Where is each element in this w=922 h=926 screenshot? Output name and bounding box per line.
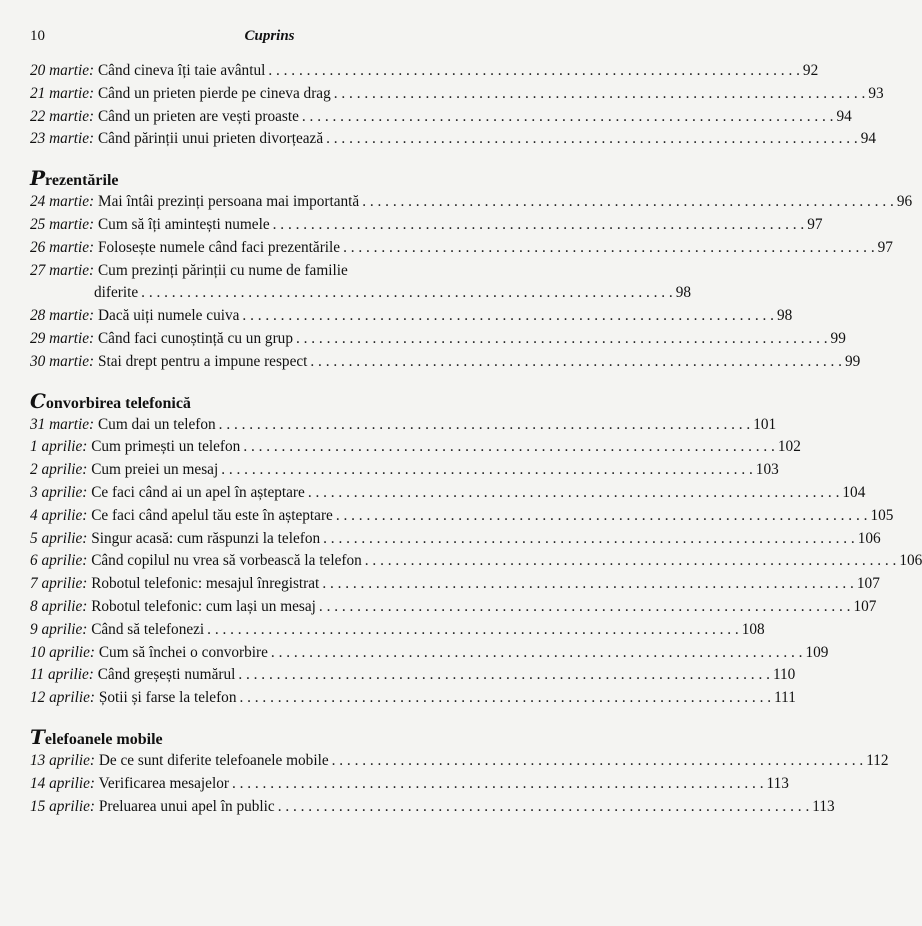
toc-entry-line bbox=[30, 414, 777, 437]
leader-dots bbox=[240, 436, 778, 459]
toc-entry-text bbox=[30, 796, 275, 819]
toc-entry-date: 8 aprilie: bbox=[30, 597, 88, 615]
toc-entry-title: Cum preiei un mesaj bbox=[91, 461, 219, 479]
leader-dots bbox=[239, 305, 777, 328]
toc-entry-date: 9 aprilie: bbox=[30, 620, 88, 638]
toc-entry[interactable] bbox=[30, 505, 894, 528]
toc-entry-text bbox=[30, 191, 359, 214]
toc-entry-date: 14 aprilie: bbox=[30, 774, 96, 792]
toc-entry[interactable] bbox=[30, 305, 793, 328]
table-of-contents bbox=[30, 60, 922, 818]
toc-entry-date: 31 martie: bbox=[30, 415, 95, 433]
section-title-rest: elefoanele mobile bbox=[44, 730, 163, 748]
toc-entry[interactable] bbox=[30, 128, 876, 151]
toc-entry-line bbox=[30, 83, 884, 106]
toc-entry-date: 15 aprilie: bbox=[30, 797, 96, 815]
toc-entry-title: Preluarea unui apel în public bbox=[98, 797, 275, 815]
toc-entry-date: 21 martie: bbox=[30, 84, 95, 102]
toc-entry[interactable] bbox=[30, 237, 893, 260]
toc-entry-page: 113 bbox=[766, 774, 789, 792]
toc-entry-title: Stai drept pentru a impune respect bbox=[97, 352, 308, 370]
toc-entry-line bbox=[30, 351, 861, 374]
toc-entry-page: 94 bbox=[860, 130, 876, 148]
toc-entry-line bbox=[30, 664, 796, 687]
toc-entry-title: Robotul telefonic: cum lași un mesaj bbox=[91, 597, 316, 615]
toc-entry-text bbox=[30, 106, 299, 129]
toc-entry-line bbox=[30, 750, 889, 773]
section-initial: C bbox=[30, 388, 46, 413]
section-title-rest: onvorbirea telefonică bbox=[45, 394, 191, 412]
toc-entry[interactable] bbox=[30, 573, 880, 596]
toc-entry-page: 94 bbox=[836, 107, 852, 125]
toc-entry-date: 4 aprilie: bbox=[30, 506, 88, 524]
toc-entry-text bbox=[30, 550, 362, 573]
toc-entry[interactable] bbox=[30, 596, 877, 619]
toc-entry[interactable] bbox=[30, 436, 801, 459]
leader-dots bbox=[331, 83, 869, 106]
leader-dots bbox=[362, 550, 900, 573]
toc-entry-date: 20 martie: bbox=[30, 62, 95, 79]
toc-entry-first-line bbox=[30, 260, 516, 283]
leader-dots bbox=[236, 687, 774, 710]
toc-entry-date: 3 aprilie: bbox=[30, 483, 88, 501]
toc-entry-page: 102 bbox=[777, 438, 801, 456]
toc-entry-date: 25 martie: bbox=[30, 215, 95, 233]
leader-dots bbox=[268, 642, 806, 665]
toc-entry-page: 93 bbox=[868, 84, 884, 102]
toc-entry[interactable] bbox=[30, 642, 829, 665]
toc-entry-title: Când copilul nu vrea să vorbească la telefon bbox=[91, 552, 362, 570]
toc-entry[interactable] bbox=[30, 60, 819, 83]
toc-entry-page: 96 bbox=[896, 193, 913, 211]
toc-entry-page: 97 bbox=[877, 238, 893, 256]
toc-group bbox=[30, 750, 889, 818]
section-heading bbox=[30, 388, 516, 414]
toc-entry-text bbox=[30, 351, 307, 374]
toc-entry-text bbox=[30, 750, 329, 773]
toc-entry-line bbox=[30, 796, 835, 819]
toc-entry-text bbox=[30, 528, 320, 551]
leader-dots bbox=[320, 528, 858, 551]
toc-entry-text bbox=[30, 459, 218, 482]
toc-entry-page: 98 bbox=[675, 284, 692, 302]
toc-entry-line bbox=[30, 505, 894, 528]
leader-dots bbox=[293, 328, 831, 351]
toc-entry-page: 104 bbox=[842, 483, 866, 501]
leader-dots bbox=[340, 237, 878, 260]
toc-entry-date: 24 martie: bbox=[30, 193, 95, 211]
toc-entry-page: 106 bbox=[899, 552, 922, 570]
toc-entry-page: 97 bbox=[807, 215, 823, 233]
toc-entry-line bbox=[30, 459, 779, 482]
toc-entry-line bbox=[30, 482, 866, 505]
toc-entry[interactable] bbox=[30, 550, 922, 573]
page-header bbox=[30, 28, 509, 48]
toc-entry-title: Când greșești numărul bbox=[97, 666, 236, 684]
toc-entry[interactable] bbox=[30, 619, 765, 642]
leader-dots bbox=[218, 459, 756, 482]
leader-dots bbox=[307, 351, 845, 374]
leader-dots bbox=[216, 414, 754, 437]
toc-entry-date: 6 aprilie: bbox=[30, 552, 88, 570]
toc-entry-date: 7 aprilie: bbox=[30, 575, 88, 593]
toc-entry-date: 29 martie: bbox=[30, 329, 95, 347]
toc-entry-line bbox=[30, 642, 829, 665]
toc-entry-text bbox=[30, 237, 340, 260]
toc-entry-page: 107 bbox=[856, 575, 880, 593]
toc-entry-date: 26 martie: bbox=[30, 238, 95, 256]
toc-entry-line bbox=[30, 528, 881, 551]
toc-entry-title: Verificarea mesajelor bbox=[98, 774, 229, 792]
toc-entry-title: Cum dai un telefon bbox=[97, 415, 216, 433]
leader-dots bbox=[299, 106, 837, 129]
toc-entry-title: Cum să închei o convorbire bbox=[98, 643, 268, 661]
toc-entry-title: Folosește numele când faci prezentările bbox=[97, 238, 341, 256]
toc-entry-line bbox=[30, 305, 793, 328]
toc-entry-line bbox=[30, 436, 801, 459]
toc-entry-title: Robotul telefonic: mesajul înregistrat bbox=[91, 575, 320, 593]
toc-entry-title: Când să telefonezi bbox=[91, 620, 205, 638]
toc-entry-date: 23 martie: bbox=[30, 130, 95, 148]
toc-entry-date: 2 aprilie: bbox=[30, 461, 88, 479]
toc-group bbox=[30, 414, 922, 710]
leader-dots bbox=[329, 750, 867, 773]
toc-entry-page: 108 bbox=[741, 620, 765, 638]
toc-entry-title: Mai întâi prezinți persoana mai importantă bbox=[97, 193, 360, 211]
leader-dots bbox=[359, 191, 897, 214]
leader-dots bbox=[323, 128, 861, 151]
toc-entry-title: Dacă uiți numele cuiva bbox=[97, 307, 240, 325]
leader-dots bbox=[204, 619, 742, 642]
toc-group bbox=[30, 191, 913, 373]
toc-entry[interactable] bbox=[30, 214, 823, 237]
toc-entry-text bbox=[30, 128, 323, 151]
toc-entry-continuation bbox=[30, 282, 692, 305]
toc-entry[interactable] bbox=[30, 351, 861, 374]
leader-dots bbox=[333, 505, 871, 528]
toc-entry-title: Cum primești un telefon bbox=[91, 438, 241, 456]
toc-entry-text bbox=[30, 214, 270, 237]
toc-entry-title: Ce faci când apelul tău este în așteptare bbox=[91, 506, 333, 524]
toc-entry-text bbox=[30, 83, 331, 106]
section-heading bbox=[30, 724, 516, 750]
toc-entry-line bbox=[30, 191, 913, 214]
toc-entry[interactable] bbox=[30, 773, 789, 796]
toc-entry-page: 109 bbox=[805, 643, 829, 661]
toc-entry-title: Singur acasă: cum răspunzi la telefon bbox=[91, 529, 321, 547]
toc-entry-page: 113 bbox=[812, 797, 835, 815]
toc-entry-title-continued: diferite bbox=[94, 284, 139, 302]
toc-entry-date: 1 aprilie: bbox=[30, 438, 88, 456]
toc-entry-title: Cum prezinți părinții cu nume de familie bbox=[97, 261, 348, 279]
toc-entry-title: Când cineva îți taie avântul bbox=[97, 62, 266, 79]
toc-entry-page: 92 bbox=[802, 62, 819, 79]
toc-entry-line bbox=[30, 619, 765, 642]
toc-entry-text bbox=[30, 664, 235, 687]
leader-dots bbox=[235, 664, 773, 687]
toc-entry-line bbox=[30, 773, 789, 796]
toc-entry-line bbox=[30, 687, 796, 710]
toc-entry-text bbox=[30, 619, 204, 642]
toc-entry[interactable] bbox=[30, 83, 884, 106]
toc-entry-page: 98 bbox=[777, 307, 793, 325]
leader-dots bbox=[229, 773, 767, 796]
toc-entry-title: Când faci cunoștință cu un grup bbox=[97, 329, 293, 347]
toc-entry[interactable] bbox=[30, 260, 692, 306]
toc-entry[interactable] bbox=[30, 328, 846, 351]
toc-entry-line bbox=[30, 573, 880, 596]
toc-entry-text bbox=[30, 414, 216, 437]
leader-dots bbox=[319, 573, 857, 596]
toc-entry-text bbox=[30, 505, 333, 528]
toc-entry-page: 103 bbox=[755, 461, 779, 479]
leader-dots bbox=[138, 284, 676, 301]
toc-entry-line bbox=[30, 60, 819, 83]
toc-entry-text bbox=[30, 60, 265, 83]
toc-entry-text bbox=[30, 596, 316, 619]
page-number: 10 bbox=[30, 28, 45, 44]
toc-entry-line bbox=[30, 550, 922, 573]
toc-entry-text bbox=[30, 436, 240, 459]
toc-entry-date: 13 aprilie: bbox=[30, 751, 96, 769]
toc-entry-date: 30 martie: bbox=[30, 352, 95, 370]
section-title-rest: rezentările bbox=[45, 172, 119, 190]
toc-entry-line bbox=[30, 328, 846, 351]
toc-entry-text bbox=[30, 773, 229, 796]
toc-entry-title: Cum să îți amintești numele bbox=[97, 215, 270, 233]
leader-dots bbox=[316, 596, 854, 619]
toc-entry-date: 11 aprilie: bbox=[30, 666, 94, 684]
toc-entry-title: De ce sunt diferite telefoanele mobile bbox=[98, 751, 329, 769]
toc-entry[interactable] bbox=[30, 664, 796, 687]
toc-entry-title: Când un prieten are vești proaste bbox=[97, 107, 299, 125]
leader-dots bbox=[265, 60, 803, 83]
toc-entry[interactable] bbox=[30, 750, 889, 773]
toc-entry[interactable] bbox=[30, 414, 777, 437]
toc-entry-line bbox=[30, 237, 893, 260]
toc-entry-date: 27 martie: bbox=[30, 261, 95, 279]
leader-dots bbox=[305, 482, 843, 505]
toc-entry[interactable] bbox=[30, 191, 913, 214]
toc-entry-text bbox=[30, 328, 293, 351]
toc-entry-line bbox=[30, 128, 876, 151]
leader-dots bbox=[275, 796, 813, 819]
toc-entry-text bbox=[30, 687, 236, 710]
toc-entry-page: 105 bbox=[870, 506, 894, 524]
toc-entry-page: 99 bbox=[830, 329, 846, 347]
toc-entry-title: Când un prieten pierde pe cineva drag bbox=[97, 84, 331, 102]
toc-entry-page: 106 bbox=[857, 529, 881, 547]
section-heading bbox=[30, 165, 516, 191]
toc-entry-title: Ce faci când ai un apel în așteptare bbox=[91, 483, 305, 501]
toc-entry[interactable] bbox=[30, 459, 779, 482]
toc-entry-page: 99 bbox=[844, 352, 861, 370]
toc-entry-page: 110 bbox=[772, 666, 796, 684]
toc-entry[interactable] bbox=[30, 482, 866, 505]
toc-entry[interactable] bbox=[30, 796, 835, 819]
toc-entry-date: 22 martie: bbox=[30, 107, 95, 125]
toc-entry-line bbox=[30, 596, 877, 619]
toc-entry-text bbox=[30, 305, 239, 328]
leader-dots bbox=[270, 214, 808, 237]
toc-entry-text bbox=[30, 573, 319, 596]
toc-entry-text bbox=[30, 482, 305, 505]
toc-entry-page: 111 bbox=[774, 689, 796, 707]
toc-entry[interactable] bbox=[30, 687, 796, 710]
toc-entry-page: 101 bbox=[753, 415, 777, 433]
toc-entry-date: 5 aprilie: bbox=[30, 529, 88, 547]
toc-entry-line bbox=[30, 214, 823, 237]
toc-entry-line bbox=[30, 106, 852, 129]
toc-entry-date: 28 martie: bbox=[30, 307, 95, 325]
running-title: Cuprins bbox=[244, 28, 295, 44]
toc-entry-text bbox=[30, 642, 268, 665]
toc-entry-date: 10 aprilie: bbox=[30, 643, 96, 661]
section-initial: T bbox=[30, 724, 45, 749]
toc-entry-page: 112 bbox=[866, 751, 889, 769]
toc-entry-page: 107 bbox=[853, 597, 877, 615]
toc-entry-date: 12 aprilie: bbox=[30, 689, 96, 707]
toc-entry[interactable] bbox=[30, 528, 881, 551]
toc-entry[interactable] bbox=[30, 106, 852, 129]
toc-group bbox=[30, 60, 884, 151]
toc-entry-title: Când părinții unui prieten divorțează bbox=[97, 130, 324, 148]
toc-entry-title: Șotii și farse la telefon bbox=[98, 689, 237, 707]
section-initial: P bbox=[30, 166, 46, 191]
